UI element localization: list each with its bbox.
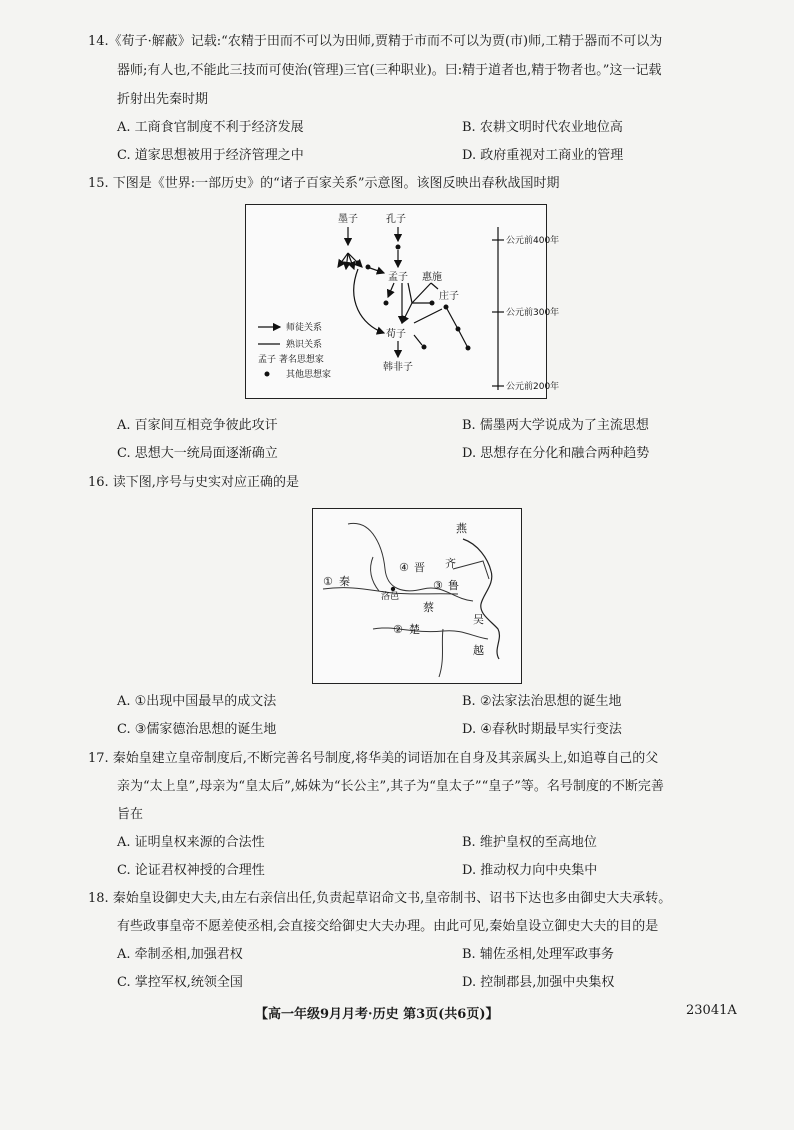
luoyi-dot-icon <box>391 587 395 591</box>
warring-states-map-svg <box>313 509 521 683</box>
legend-other: 其他思想家 <box>286 370 332 380</box>
q16-option-b[interactable]: B. ②法家法治思想的诞生地 <box>462 694 622 709</box>
q16-option-d[interactable]: D. ④春秋时期最早实行变法 <box>462 722 622 737</box>
q18-option-b[interactable]: B. 辅佐丞相,处理军政事务 <box>462 947 614 962</box>
q18-option-c[interactable]: C. 掌控军权,统领全国 <box>117 975 243 990</box>
thinker-xunzi: 荀子 <box>386 329 406 340</box>
state-lu: 鲁 <box>448 579 459 592</box>
state-jin: 晋 <box>414 561 425 574</box>
legend-famous: 孟子 著名思想家 <box>258 355 324 365</box>
state-yue: 越 <box>473 644 484 657</box>
q16-option-a[interactable]: A. ①出现中国最早的成文法 <box>117 694 277 709</box>
thinker-kongzi: 孔子 <box>386 214 406 225</box>
schools-relation-svg <box>246 205 560 398</box>
thinker-mozi: 墨子 <box>338 214 358 225</box>
schools-relation-diagram <box>245 204 560 399</box>
q14-line-2: 器师;有人也,不能此三技而可使治(管理)三官(三种职业)。曰:精于道者也,精于物者也。”这一记载 <box>117 63 662 78</box>
thinker-zhuangzi: 庄子 <box>439 291 459 302</box>
page-footer-title: 【高一年级9月月考·历史 第3页(共6页)】 <box>255 1007 499 1022</box>
marker-1: ① <box>323 575 333 588</box>
q17-line-1: 17. 秦始皇建立皇帝制度后,不断完善名号制度,将华美的词语加在自身及其亲属头上,如追尊自己的父 <box>88 751 659 766</box>
q14-option-d[interactable]: D. 政府重视对工商业的管理 <box>462 148 624 163</box>
q14-line-3: 折射出先秦时期 <box>117 92 209 107</box>
q17-line-3: 旨在 <box>117 807 144 822</box>
q18-line-2: 有些政事皇帝不愿差使丞相,会直接交给御史大夫办理。由此可见,秦始皇设立御史大夫的目的是 <box>117 919 659 934</box>
q18-option-d[interactable]: D. 控制郡县,加强中央集权 <box>462 975 615 990</box>
q17-option-c[interactable]: C. 论证君权神授的合理性 <box>117 863 265 878</box>
state-wu: 吴 <box>473 613 484 626</box>
q16-line-1: 16. 读下图,序号与史实对应正确的是 <box>88 475 299 490</box>
thinker-hanfeizi: 韩非子 <box>383 362 413 373</box>
q14-option-c[interactable]: C. 道家思想被用于经济管理之中 <box>117 148 304 163</box>
q14-option-a[interactable]: A. 工商食官制度不利于经济发展 <box>117 120 304 135</box>
page-footer-code: 23041A <box>686 1003 737 1018</box>
legend-mentor: 师徒关系 <box>286 323 323 333</box>
timeline-label-400bc: 公元前400年 <box>506 236 560 246</box>
marker-4: ④ <box>399 561 409 574</box>
q15-option-b[interactable]: B. 儒墨两大学说成为了主流思想 <box>462 418 649 433</box>
marker-3: ③ <box>433 579 443 592</box>
state-chu: 楚 <box>409 623 420 636</box>
q16-option-c[interactable]: C. ③儒家德治思想的诞生地 <box>117 722 277 737</box>
q18-option-a[interactable]: A. 牵制丞相,加强君权 <box>117 947 243 962</box>
q15-option-d[interactable]: D. 思想存在分化和融合两种趋势 <box>462 446 650 461</box>
q17-line-2: 亲为“太上皇”,母亲为“皇太后”,姊妹为“长公主”,其子为“皇太子”“皇子”等。名号制度的不断完善 <box>117 779 664 794</box>
legend-acquaint: 熟识关系 <box>286 340 323 350</box>
city-luoyi: 洛邑 <box>381 592 400 602</box>
q17-option-b[interactable]: B. 维护皇权的至高地位 <box>462 835 597 850</box>
q14-line-1: 14.《荀子·解蔽》记载:“农精于田而不可以为田师,贾精于市而不可以为贾(市)师,工精于器而不可以为 <box>88 34 663 49</box>
timeline-label-200bc: 公元前200年 <box>506 382 560 392</box>
q17-option-d[interactable]: D. 推动权力向中央集中 <box>462 863 598 878</box>
thinker-mengzi: 孟子 <box>388 272 408 283</box>
warring-states-map <box>312 508 522 684</box>
q17-option-a[interactable]: A. 证明皇权来源的合法性 <box>117 835 265 850</box>
state-qin: 秦 <box>339 575 350 588</box>
q14-option-b[interactable]: B. 农耕文明时代农业地位高 <box>462 120 623 135</box>
legend-dot-icon <box>265 372 270 377</box>
state-yan: 燕 <box>456 522 467 535</box>
q15-option-c[interactable]: C. 思想大一统局面逐渐确立 <box>117 446 278 461</box>
thinker-huishi: 惠施 <box>422 272 442 283</box>
q15-line-1: 15. 下图是《世界:一部历史》的“诸子百家关系”示意图。该图反映出春秋战国时期 <box>88 176 560 191</box>
q18-line-1: 18. 秦始皇设御史大夫,由左右亲信出任,负责起草诏命文书,皇帝制书、诏书下达也多由御史大夫承转。 <box>88 891 672 906</box>
marker-2: ② <box>393 623 403 636</box>
state-cai: 蔡 <box>423 601 434 614</box>
state-qi: 齐 <box>445 557 456 570</box>
timeline-label-300bc: 公元前300年 <box>506 308 560 318</box>
q15-option-a[interactable]: A. 百家间互相竞争彼此攻讦 <box>117 418 278 433</box>
